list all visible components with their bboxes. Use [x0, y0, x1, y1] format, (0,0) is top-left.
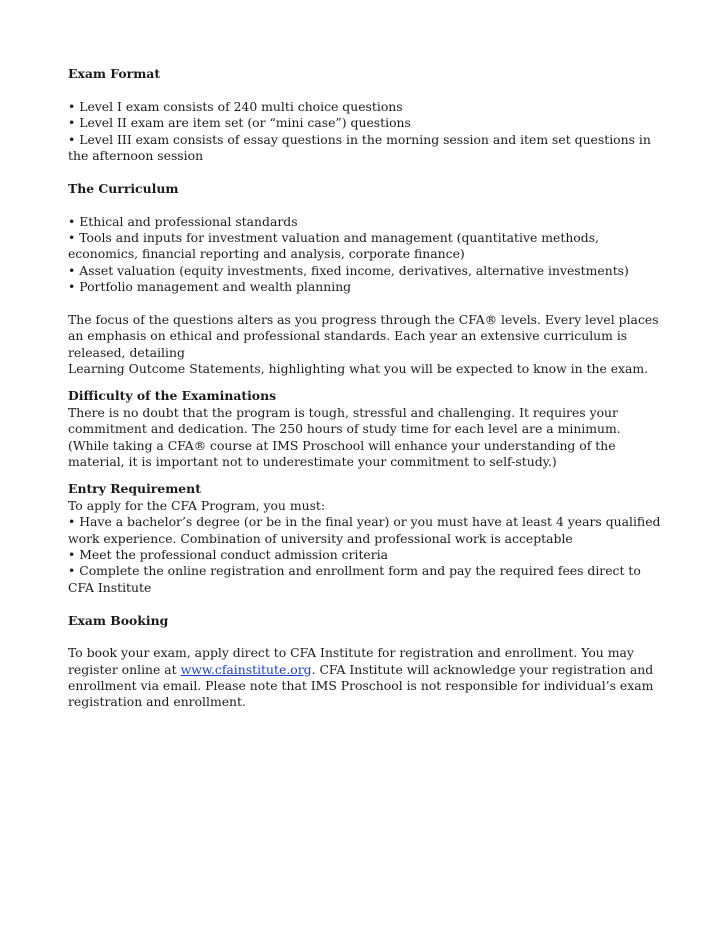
spacer	[68, 596, 668, 612]
list-item: • Ethical and professional standards	[68, 213, 298, 229]
section-heading-difficulty: Difficulty of the Examinations	[68, 388, 277, 404]
list-item: • Asset valuation (equity investments, fixed income, derivatives, alternative investments)	[68, 262, 629, 278]
list-item: • Have a bachelor’s degree (or be in the final year) or you must have at least 4 years qualified	[68, 514, 661, 530]
document-page	[68, 66, 668, 711]
list-item: • Level III exam consists of essay questions in the morning session and item set questions in	[68, 131, 651, 147]
paragraph-line: material, it is important not to underestimate your commitment to self-study.)	[68, 453, 557, 469]
paragraph-line: released, detailing	[68, 344, 185, 360]
paragraph-line: To book your exam, apply direct to CFA Institute for registration and enrollment. You may	[68, 645, 634, 661]
section-heading-entry-requirement: Entry Requirement	[68, 481, 201, 497]
spacer	[68, 629, 668, 645]
paragraph-line: There is no doubt that the program is tough, stressful and challenging. It requires your	[68, 404, 618, 420]
spacer	[68, 470, 668, 481]
paragraph-line: (While taking a CFA® course at IMS Proschool will enhance your understanding of the	[68, 437, 616, 453]
list-item-continuation: the afternoon session	[68, 147, 204, 163]
section-heading-exam-format: Exam Format	[68, 66, 161, 81]
list-item-continuation: work experience. Combination of university and professional work is acceptable	[68, 530, 573, 546]
list-item-continuation: economics, financial reporting and analysis, corporate finance)	[68, 246, 465, 262]
spacer	[68, 295, 668, 311]
spacer	[68, 82, 668, 98]
list-item: • Tools and inputs for investment valuation and management (quantitative methods,	[68, 229, 599, 245]
list-item: • Complete the online registration and enrollment form and pay the required fees direct to	[68, 563, 641, 579]
cfa-institute-link[interactable]: www.cfainstitute.org	[180, 661, 312, 677]
paragraph-line: enrollment via email. Please note that IMS Proschool is not responsible for individual’s exam	[68, 678, 654, 694]
spacer	[68, 197, 668, 213]
spacer	[68, 377, 668, 388]
paragraph-line: Learning Outcome Statements, highlighting what you will be expected to know in the exam.	[68, 361, 649, 377]
paragraph-line	[68, 662, 668, 678]
text-fragment: . CFA Institute will acknowledge your registration and	[311, 661, 654, 677]
list-item: • Level I exam consists of 240 multi choice questions	[68, 98, 403, 114]
spacer	[68, 164, 668, 180]
paragraph-line: The focus of the questions alters as you progress through the CFA® levels. Every level places	[68, 311, 659, 327]
paragraph-line: registration and enrollment.	[68, 694, 246, 710]
paragraph-line: To apply for the CFA Program, you must:	[68, 497, 326, 513]
list-item: • Portfolio management and wealth planning	[68, 279, 352, 295]
paragraph-line: commitment and dedication. The 250 hours of study time for each level are a minimum.	[68, 421, 621, 437]
text-fragment: register online at	[68, 661, 181, 677]
section-heading-curriculum: The Curriculum	[68, 180, 179, 196]
section-heading-exam-booking: Exam Booking	[68, 612, 169, 628]
list-item-continuation: CFA Institute	[68, 579, 152, 595]
list-item: • Level II exam are item set (or “mini case”) questions	[68, 115, 411, 131]
list-item: • Meet the professional conduct admission criteria	[68, 546, 389, 562]
paragraph-line: an emphasis on ethical and professional standards. Each year an extensive curriculum is	[68, 328, 628, 344]
